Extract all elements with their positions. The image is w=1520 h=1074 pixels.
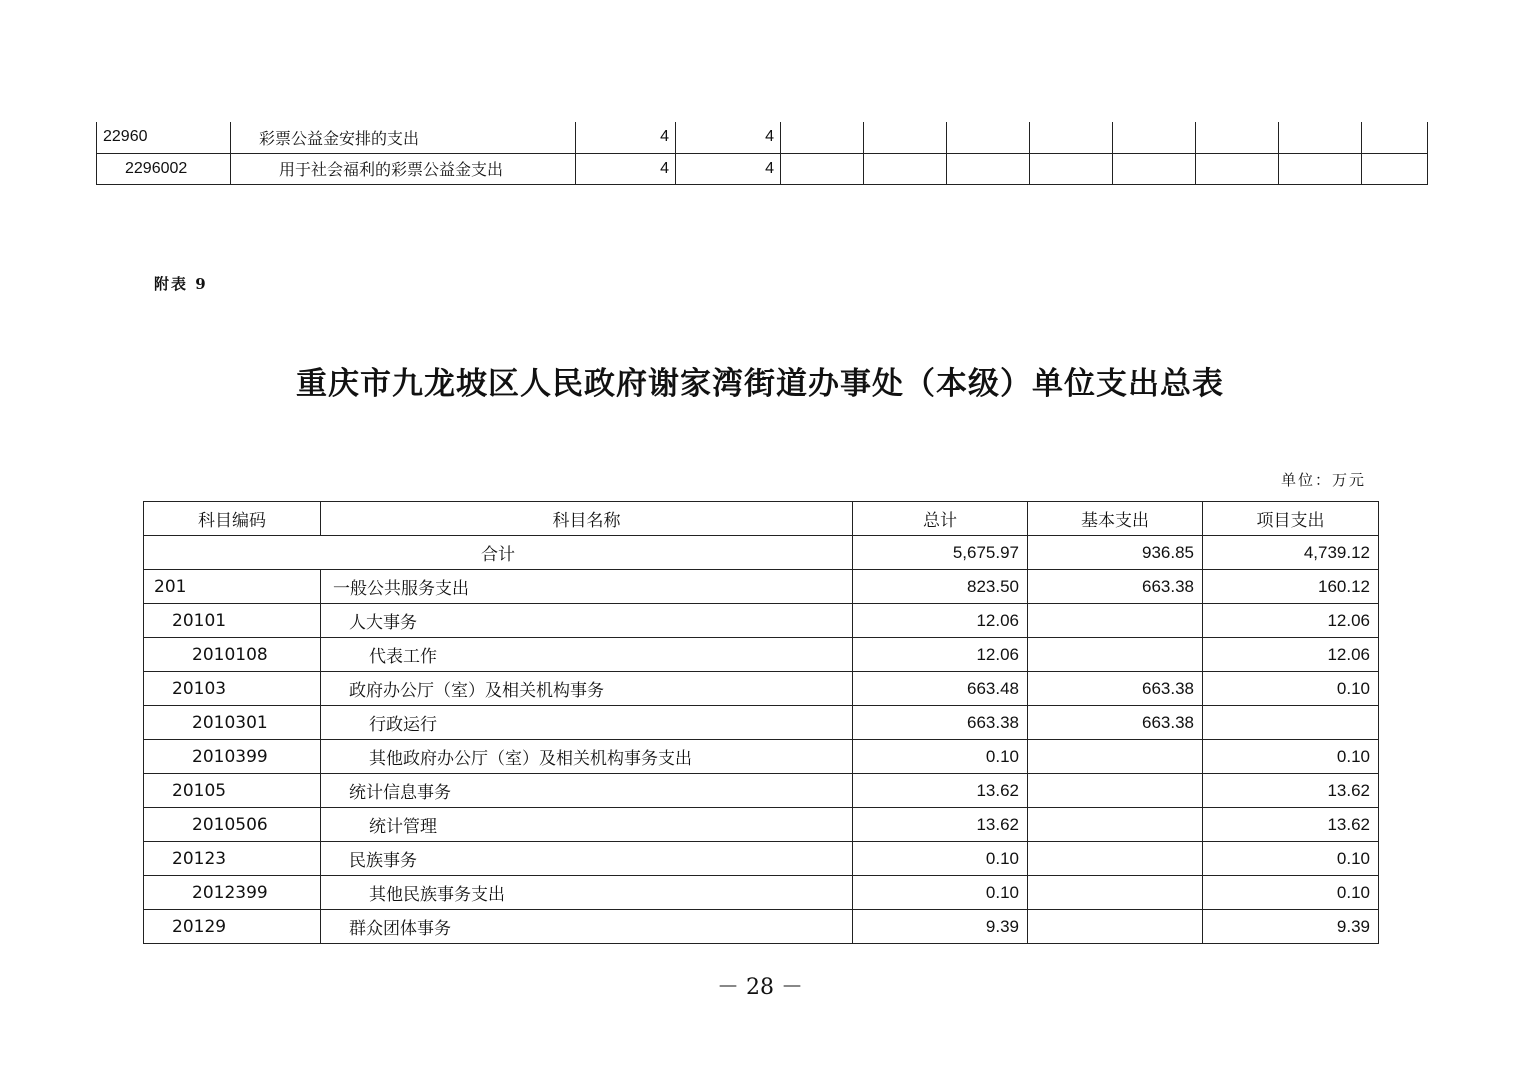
row-project: 13.62 <box>1203 774 1379 808</box>
row-total: 0.10 <box>853 842 1028 876</box>
row-project: 12.06 <box>1203 638 1379 672</box>
row-basic <box>1028 808 1203 842</box>
total-sum: 5,675.97 <box>853 536 1028 570</box>
row-total: 12.06 <box>853 604 1028 638</box>
empty-cell <box>1113 122 1196 153</box>
table-row <box>144 774 1379 808</box>
row-basic <box>1028 740 1203 774</box>
empty-cell <box>781 153 864 184</box>
row-code: 201 <box>144 570 321 604</box>
row-total: 663.38 <box>853 706 1028 740</box>
header-row <box>144 502 1379 536</box>
header-code: 科目编码 <box>144 502 321 536</box>
row-name: 行政运行 <box>321 706 853 740</box>
header-basic: 基本支出 <box>1028 502 1203 536</box>
row-code: 20123 <box>144 842 321 876</box>
row-value: 4 <box>576 153 676 184</box>
row-basic <box>1028 910 1203 944</box>
table-row <box>144 842 1379 876</box>
row-total: 13.62 <box>853 808 1028 842</box>
row-code: 20105 <box>144 774 321 808</box>
row-basic <box>1028 774 1203 808</box>
expenditure-table <box>143 501 1379 944</box>
empty-cell <box>947 122 1030 153</box>
empty-cell <box>1279 122 1362 153</box>
table-row <box>144 570 1379 604</box>
row-code: 20129 <box>144 910 321 944</box>
row-value: 4 <box>676 122 781 153</box>
row-project: 0.10 <box>1203 876 1379 910</box>
row-project: 12.06 <box>1203 604 1379 638</box>
empty-cell <box>781 122 864 153</box>
total-basic: 936.85 <box>1028 536 1203 570</box>
table-row <box>144 672 1379 706</box>
table-row <box>144 740 1379 774</box>
empty-cell <box>1279 153 1362 184</box>
expenditure-table-body <box>144 536 1379 944</box>
row-name: 人大事务 <box>321 604 853 638</box>
empty-cell <box>864 122 947 153</box>
total-project: 4,739.12 <box>1203 536 1379 570</box>
table-row <box>144 604 1379 638</box>
row-project: 13.62 <box>1203 808 1379 842</box>
total-label: 合计 <box>144 536 853 570</box>
unit-label: 单位：万元 <box>1280 471 1366 489</box>
table-row <box>144 706 1379 740</box>
row-project: 0.10 <box>1203 842 1379 876</box>
row-total: 13.62 <box>853 774 1028 808</box>
empty-cell <box>1196 153 1279 184</box>
row-total: 0.10 <box>853 876 1028 910</box>
row-name: 统计管理 <box>321 808 853 842</box>
row-name: 一般公共服务支出 <box>321 570 853 604</box>
row-basic: 663.38 <box>1028 570 1203 604</box>
row-code: 2012399 <box>144 876 321 910</box>
row-total: 12.06 <box>853 638 1028 672</box>
row-total: 823.50 <box>853 570 1028 604</box>
row-code: 20103 <box>144 672 321 706</box>
row-project: 9.39 <box>1203 910 1379 944</box>
empty-cell <box>1030 122 1113 153</box>
appendix-label: 附表 9 <box>154 275 208 293</box>
row-name: 彩票公益金安排的支出 <box>231 122 576 153</box>
row-project: 0.10 <box>1203 672 1379 706</box>
empty-cell <box>1113 153 1196 184</box>
row-total: 9.39 <box>853 910 1028 944</box>
row-name: 统计信息事务 <box>321 774 853 808</box>
row-name: 用于社会福利的彩票公益金支出 <box>231 153 576 184</box>
previous-table-fragment <box>96 122 1428 185</box>
table-row <box>144 808 1379 842</box>
row-basic: 663.38 <box>1028 706 1203 740</box>
row-basic: 663.38 <box>1028 672 1203 706</box>
page-number: － 28 － <box>717 975 803 1000</box>
row-project: 160.12 <box>1203 570 1379 604</box>
table-row <box>97 122 1428 153</box>
row-name: 群众团体事务 <box>321 910 853 944</box>
row-code: 2296002 <box>97 153 231 184</box>
row-name: 政府办公厅（室）及相关机构事务 <box>321 672 853 706</box>
row-basic <box>1028 842 1203 876</box>
previous-table-body <box>97 122 1428 184</box>
page-title: 重庆市九龙坡区人民政府谢家湾街道办事处（本级）单位支出总表 <box>296 366 1224 402</box>
header-name: 科目名称 <box>321 502 853 536</box>
row-name: 其他政府办公厅（室）及相关机构事务支出 <box>321 740 853 774</box>
total-row <box>144 536 1379 570</box>
header-total: 总计 <box>853 502 1028 536</box>
table-row <box>144 638 1379 672</box>
row-value: 4 <box>576 122 676 153</box>
row-basic <box>1028 638 1203 672</box>
empty-cell <box>1362 153 1428 184</box>
table-row <box>144 876 1379 910</box>
row-project <box>1203 706 1379 740</box>
row-value: 4 <box>676 153 781 184</box>
empty-cell <box>864 153 947 184</box>
row-total: 0.10 <box>853 740 1028 774</box>
header-project: 项目支出 <box>1203 502 1379 536</box>
empty-cell <box>1030 153 1113 184</box>
empty-cell <box>1196 122 1279 153</box>
row-code: 2010301 <box>144 706 321 740</box>
row-code: 2010506 <box>144 808 321 842</box>
row-name: 其他民族事务支出 <box>321 876 853 910</box>
row-code: 20101 <box>144 604 321 638</box>
row-code: 22960 <box>97 122 231 153</box>
table-row <box>144 910 1379 944</box>
row-name: 代表工作 <box>321 638 853 672</box>
row-total: 663.48 <box>853 672 1028 706</box>
table-row <box>97 153 1428 184</box>
row-basic <box>1028 876 1203 910</box>
row-name: 民族事务 <box>321 842 853 876</box>
empty-cell <box>947 153 1030 184</box>
row-code: 2010108 <box>144 638 321 672</box>
row-project: 0.10 <box>1203 740 1379 774</box>
row-code: 2010399 <box>144 740 321 774</box>
row-basic <box>1028 604 1203 638</box>
empty-cell <box>1362 122 1428 153</box>
